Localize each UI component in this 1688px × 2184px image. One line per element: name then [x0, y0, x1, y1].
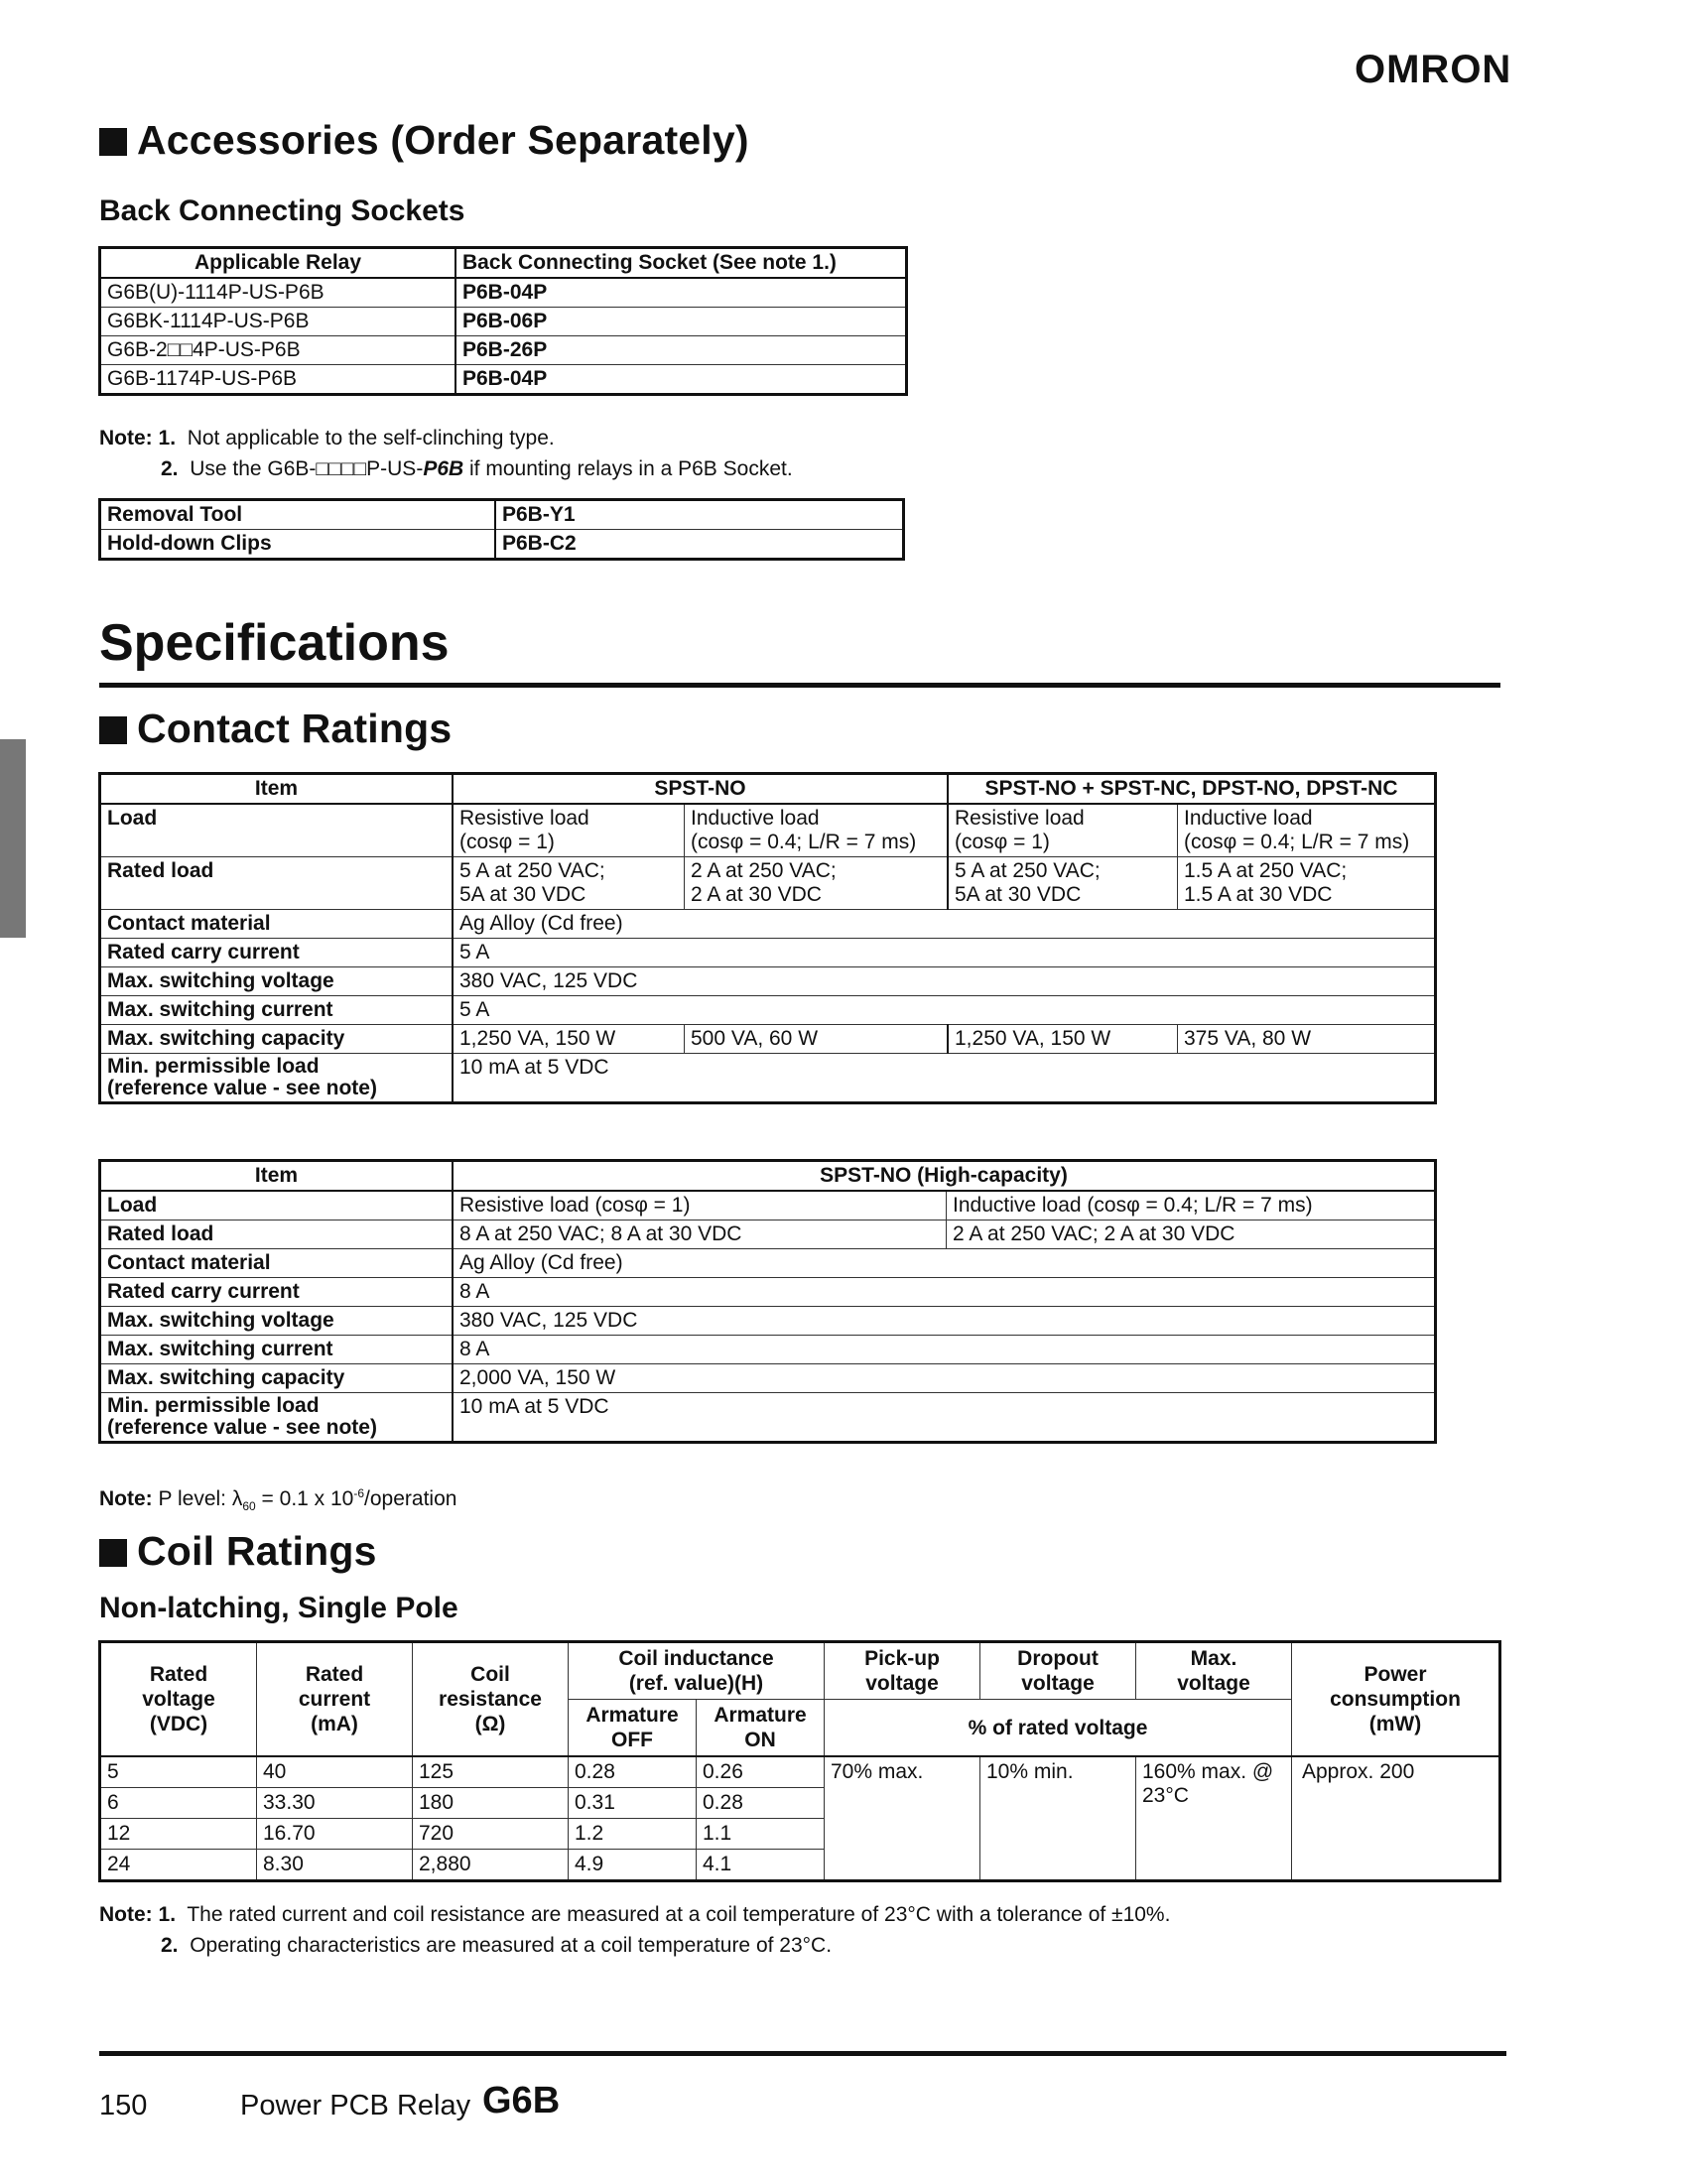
value-cell: 8 A — [453, 1278, 1436, 1307]
header-armature-off: Armature OFF — [569, 1700, 697, 1757]
footer-model: G6B — [482, 2080, 561, 2121]
contact-ratings-heading: Contact Ratings — [99, 706, 452, 752]
table-row — [100, 1307, 1436, 1336]
sockets-table — [98, 246, 908, 396]
armature-on-cell: 0.28 — [697, 1788, 825, 1819]
value-cell: 10 mA at 5 VDC — [453, 1054, 1436, 1103]
tools-table — [98, 498, 905, 561]
row-label: Max. switching voltage — [100, 967, 454, 996]
value-cell: 500 VA, 60 W — [685, 1025, 949, 1054]
row-label: Min. permissible load (reference value - see note) — [100, 1054, 454, 1103]
row-label: Rated load — [100, 1220, 454, 1249]
armature-off-cell: 0.28 — [569, 1756, 697, 1788]
relay-cell: G6BK-1114P-US-P6B — [100, 308, 456, 336]
header-multi-pole: SPST-NO + SPST-NC, DPST-NO, DPST-NC — [948, 774, 1436, 805]
value-cell: 1.5 A at 250 VAC; 1.5 A at 30 VDC — [1178, 857, 1436, 910]
coil-subtitle: Non-latching, Single Pole — [99, 1592, 458, 1624]
value-cell: 5 A at 250 VAC; 5A at 30 VDC — [453, 857, 685, 910]
row-label: Max. switching capacity — [100, 1364, 454, 1393]
value-cell: 5 A — [453, 996, 1436, 1025]
header-rated-current: Rated current (mA) — [257, 1642, 413, 1757]
table-row — [100, 804, 1436, 857]
specifications-title: Specifications — [99, 614, 450, 672]
relay-cell: G6B-1174P-US-P6B — [100, 365, 456, 395]
socket-cell: P6B-26P — [455, 336, 907, 365]
row-label: Min. permissible load (reference value - see note) — [100, 1393, 454, 1443]
value-cell: 380 VAC, 125 VDC — [453, 1307, 1436, 1336]
resistance-cell: 720 — [413, 1819, 569, 1850]
table-row — [100, 336, 907, 365]
relay-cell: G6B-2□□4P-US-P6B — [100, 336, 456, 365]
table-row — [100, 1191, 1436, 1220]
value-cell: 10 mA at 5 VDC — [453, 1393, 1436, 1443]
header-back-socket: Back Connecting Socket (See note 1.) — [455, 248, 907, 279]
value-cell: Inductive load (cosφ = 0.4; L/R = 7 ms) — [1178, 804, 1436, 857]
value-cell: Resistive load (cosφ = 1) — [948, 804, 1178, 857]
value-cell: 5 A — [453, 939, 1436, 967]
table-row — [100, 1220, 1436, 1249]
resistance-cell: 2,880 — [413, 1850, 569, 1881]
footer-product: Power PCB Relay — [240, 2090, 471, 2121]
power-cell: Approx. 200 — [1292, 1756, 1500, 1881]
value-cell: Ag Alloy (Cd free) — [453, 910, 1436, 939]
row-label: Max. switching current — [100, 1336, 454, 1364]
table-header-row — [100, 1642, 1500, 1700]
table-row — [100, 996, 1436, 1025]
header-pickup-voltage: Pick-up voltage — [825, 1642, 980, 1700]
value-cell: Ag Alloy (Cd free) — [453, 1249, 1436, 1278]
coil-ratings-table — [98, 1640, 1501, 1882]
coil-note: Note: 1. The rated current and coil resistance are measured at a coil temperature of 23°C with a tolerance of ±10%. 2. Operating characteristics are measured at a coil temperature of 23°C. — [99, 1903, 1171, 1957]
sockets-note: Note: 1. Not applicable to the self-clinching type. 2. Use the G6B-□□□□P-US-P6B if mounting relays in a P6B Socket. — [99, 427, 793, 480]
tool-model-cell: P6B-C2 — [495, 530, 904, 560]
value-cell: 375 VA, 80 W — [1178, 1025, 1436, 1054]
table-row — [100, 1756, 1500, 1788]
table-row — [100, 1278, 1436, 1307]
table-row — [100, 967, 1436, 996]
value-cell: 1,250 VA, 150 W — [948, 1025, 1178, 1054]
table-row — [100, 857, 1436, 910]
header-percent-rated: % of rated voltage — [825, 1700, 1292, 1757]
table-row — [100, 530, 904, 560]
voltage-cell: 12 — [100, 1819, 257, 1850]
row-label: Contact material — [100, 1249, 454, 1278]
armature-on-cell: 0.26 — [697, 1756, 825, 1788]
value-cell: 8 A at 250 VAC; 8 A at 30 VDC — [453, 1220, 947, 1249]
header-power-consumption: Power consumption (mW) — [1292, 1642, 1500, 1757]
table-row — [100, 365, 907, 395]
tool-name-cell: Hold-down Clips — [100, 530, 496, 560]
tool-model-cell: P6B-Y1 — [495, 500, 904, 530]
armature-on-cell: 4.1 — [697, 1850, 825, 1881]
armature-off-cell: 4.9 — [569, 1850, 697, 1881]
resistance-cell: 180 — [413, 1788, 569, 1819]
header-applicable-relay: Applicable Relay — [100, 248, 456, 279]
armature-on-cell: 1.1 — [697, 1819, 825, 1850]
table-row — [100, 910, 1436, 939]
value-cell: 2,000 VA, 150 W — [453, 1364, 1436, 1393]
row-label: Rated carry current — [100, 939, 454, 967]
armature-off-cell: 1.2 — [569, 1819, 697, 1850]
value-cell: 2 A at 250 VAC; 2 A at 30 VDC — [685, 857, 949, 910]
header-max-voltage: Max. voltage — [1136, 1642, 1292, 1700]
header-coil-inductance: Coil inductance (ref. value)(H) — [569, 1642, 825, 1700]
table-row — [100, 1025, 1436, 1054]
resistance-cell: 125 — [413, 1756, 569, 1788]
table-row — [100, 500, 904, 530]
table-header-row — [100, 774, 1436, 805]
header-item: Item — [100, 1161, 454, 1192]
square-bullet-icon — [99, 128, 127, 156]
value-cell: Resistive load (cosφ = 1) — [453, 804, 685, 857]
specifications-rule — [99, 683, 1500, 688]
row-label: Max. switching capacity — [100, 1025, 454, 1054]
current-cell: 8.30 — [257, 1850, 413, 1881]
socket-cell: P6B-04P — [455, 365, 907, 395]
value-cell: 380 VAC, 125 VDC — [453, 967, 1436, 996]
header-high-capacity: SPST-NO (High-capacity) — [453, 1161, 1436, 1192]
accessories-heading: Accessories (Order Separately) — [99, 117, 749, 164]
table-row — [100, 1249, 1436, 1278]
omron-logo: OMRON — [1355, 48, 1512, 91]
pickup-cell: 70% max. — [825, 1756, 980, 1881]
armature-off-cell: 0.31 — [569, 1788, 697, 1819]
square-bullet-icon — [99, 1539, 127, 1567]
row-label: Max. switching voltage — [100, 1307, 454, 1336]
header-item: Item — [100, 774, 454, 805]
header-armature-on: Armature ON — [697, 1700, 825, 1757]
voltage-cell: 5 — [100, 1756, 257, 1788]
table-row — [100, 308, 907, 336]
contact-note: Note: P level: $\lambda_{60} = 0.1$ x $10^{-6}$/operation — [99, 1486, 457, 1514]
row-label: Max. switching current — [100, 996, 454, 1025]
table-row — [100, 1364, 1436, 1393]
row-label: Rated carry current — [100, 1278, 454, 1307]
relay-cell: G6B(U)-1114P-US-P6B — [100, 278, 456, 308]
value-cell: 8 A — [453, 1336, 1436, 1364]
sockets-title: Back Connecting Sockets — [99, 194, 465, 227]
contact-ratings-table — [98, 772, 1437, 1104]
value-cell: Inductive load (cosφ = 0.4; L/R = 7 ms) — [685, 804, 949, 857]
table-header-row — [100, 1161, 1436, 1192]
table-row — [100, 1054, 1436, 1103]
value-cell: Inductive load (cosφ = 0.4; L/R = 7 ms) — [947, 1191, 1436, 1220]
table-row — [100, 278, 907, 308]
table-row — [100, 1336, 1436, 1364]
footer-rule — [99, 2051, 1506, 2056]
section-tab-marker — [0, 739, 26, 938]
row-label: Rated load — [100, 857, 454, 910]
value-cell: 2 A at 250 VAC; 2 A at 30 VDC — [947, 1220, 1436, 1249]
value-cell: 1,250 VA, 150 W — [453, 1025, 685, 1054]
tool-name-cell: Removal Tool — [100, 500, 496, 530]
header-rated-voltage: Rated voltage (VDC) — [100, 1642, 257, 1757]
current-cell: 33.30 — [257, 1788, 413, 1819]
voltage-cell: 6 — [100, 1788, 257, 1819]
value-cell: Resistive load (cosφ = 1) — [453, 1191, 947, 1220]
row-label: Load — [100, 804, 454, 857]
header-dropout-voltage: Dropout voltage — [980, 1642, 1136, 1700]
table-header-row — [100, 248, 907, 279]
current-cell: 40 — [257, 1756, 413, 1788]
socket-cell: P6B-04P — [455, 278, 907, 308]
row-label: Load — [100, 1191, 454, 1220]
value-cell: 5 A at 250 VAC; 5A at 30 VDC — [948, 857, 1178, 910]
header-coil-resistance: Coil resistance (Ω) — [413, 1642, 569, 1757]
table-row — [100, 939, 1436, 967]
header-spst-no: SPST-NO — [453, 774, 948, 805]
current-cell: 16.70 — [257, 1819, 413, 1850]
table-row — [100, 1393, 1436, 1443]
socket-cell: P6B-06P — [455, 308, 907, 336]
voltage-cell: 24 — [100, 1850, 257, 1881]
row-label: Contact material — [100, 910, 454, 939]
high-capacity-table — [98, 1159, 1437, 1444]
dropout-cell: 10% min. — [980, 1756, 1136, 1881]
max-voltage-cell: 160% max. @ 23°C — [1136, 1756, 1292, 1881]
coil-ratings-heading: Coil Ratings — [99, 1528, 377, 1575]
page-number: 150 — [99, 2090, 148, 2121]
square-bullet-icon — [99, 716, 127, 744]
